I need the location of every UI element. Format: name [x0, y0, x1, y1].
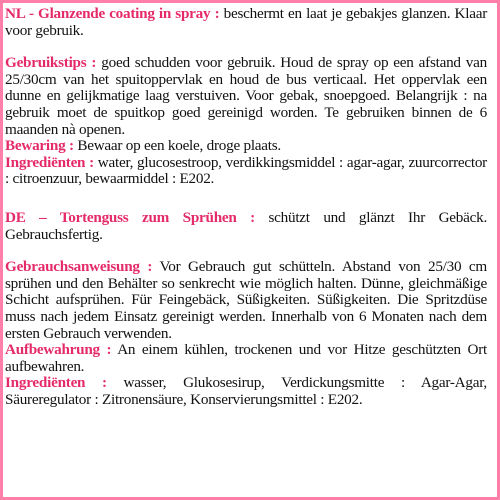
- de-ingredients-heading: Ingrediënten :: [5, 374, 107, 392]
- nl-ingredients: [5, 155, 487, 188]
- nl-usage-tips: [5, 55, 487, 138]
- nl-storage-heading: Bewaring :: [5, 137, 74, 155]
- de-title: DE – Tortenguss zum Sprühen :: [5, 208, 255, 226]
- spacer: [5, 188, 487, 210]
- product-label-text: [5, 6, 487, 408]
- de-storage-heading: Aufbewahrung :: [5, 341, 112, 359]
- de-intro: [5, 210, 487, 243]
- de-storage-text: An einem kühlen, trockenen und vor Hitze geschützten Ort aufbewahren.: [5, 341, 487, 375]
- nl-title-rest: beschermt en laat je gebakjes glanzen. Klaar voor gebruik.: [5, 5, 487, 39]
- nl-ingredients-text: water, glucosestroop, verdikkingsmiddel : agar-agar, zuurcorrector : citroenzuur, bewaarmiddel : E202.: [5, 153, 487, 188]
- de-storage: [5, 342, 487, 375]
- nl-storage-text: Bewaar op een koele, droge plaats.: [73, 137, 281, 155]
- nl-tips-text: goed schudden voor gebruik. Houd de spray op een afstand van 25/30cm van het spuitoppervlak en houd de bus verticaal. Het oppervlak een dunne en gelijkmatige laag verstuiven. Voor gebak, snoepgoed. Belangrijk : na gebruik moet de spuitkop goed gereinigd worden. Te gebruiken binnen de 6 maanden nà openen.: [5, 54, 487, 138]
- de-ingredients: [5, 375, 487, 408]
- nl-title: NL - Glanzende coating in spray :: [5, 5, 220, 22]
- spacer: [5, 39, 487, 55]
- de-usage-heading: Gebrauchsanweisung :: [5, 258, 153, 276]
- spacer: [5, 243, 487, 259]
- nl-ingredients-heading: Ingrediënten :: [5, 153, 94, 171]
- de-title-rest: schützt und glänzt Ihr Gebäck. Gebrauchsfertig.: [5, 208, 487, 243]
- de-usage-text: Vor Gebrauch gut schütteln. Abstand von 25/30 cm sprühen und den Behälter so senkrecht wie möglich halten. Dünne, gleichmäßige Schicht aufsprühen. Für Feingebäck, Süßigkeiten. Süßigkeiten. Die Spritzdüse muss nach jedem Einsatz gereinigt werden. Innerhalb von 6 Monaten nach dem ersten Gebrauch verwenden.: [5, 258, 487, 342]
- nl-storage: [5, 138, 487, 155]
- de-ingredients-text: wasser, Glukosesirup, Verdickungsmitte : Agar-Agar, Säureregulator : Zitronensäure, Konservierungsmittel : E202.: [5, 374, 487, 408]
- nl-intro: [5, 6, 487, 39]
- nl-tips-heading: Gebruikstips :: [5, 54, 97, 72]
- de-usage: [5, 259, 487, 342]
